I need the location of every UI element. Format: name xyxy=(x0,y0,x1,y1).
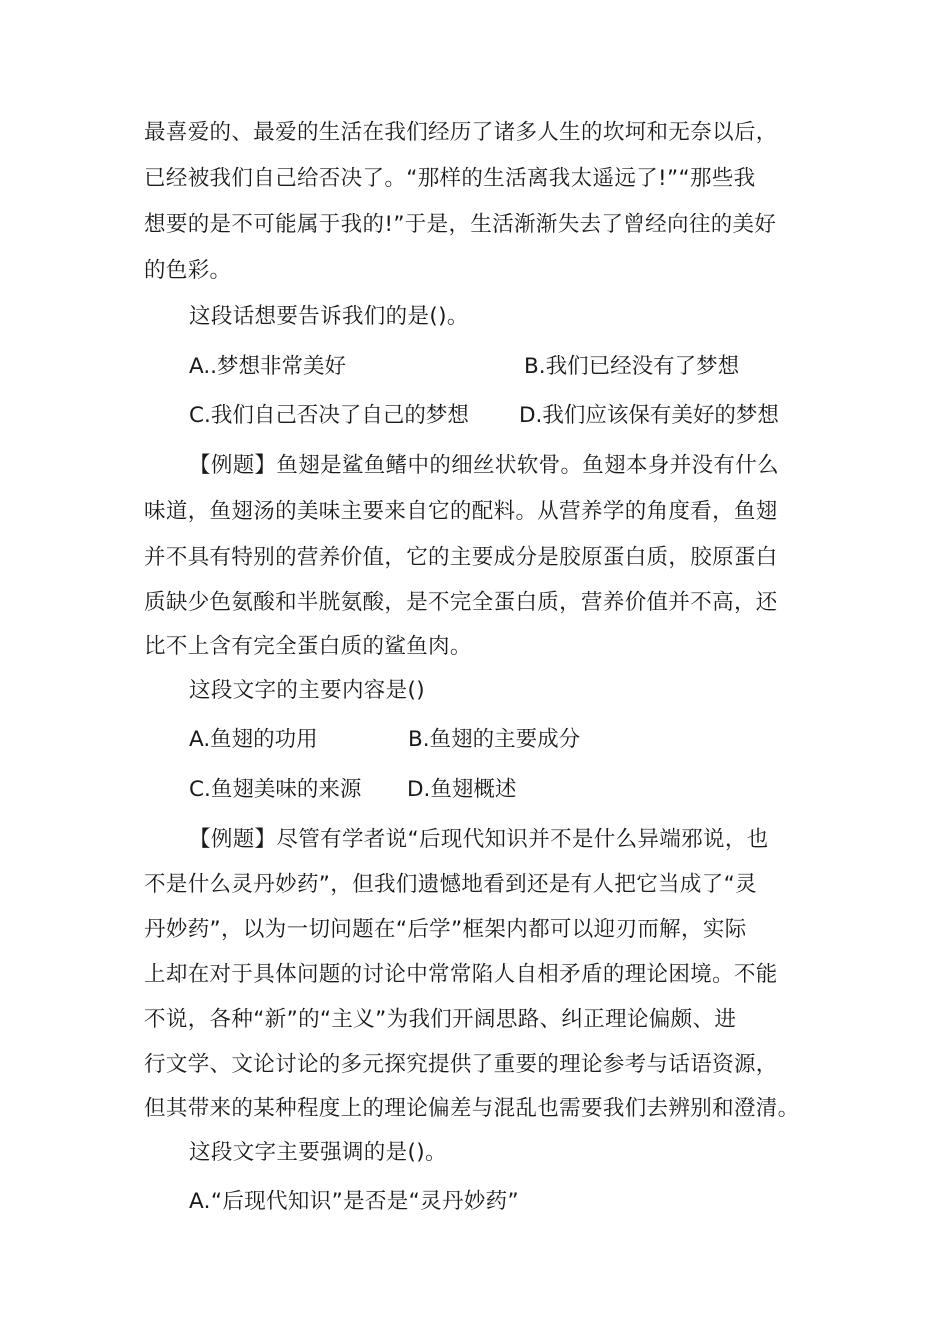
question2-option-a: A.鱼翅的功用 xyxy=(189,727,318,752)
example2-line-5: 比不上含有完全蛋白质的鲨鱼肉。 xyxy=(144,634,472,659)
example2-line-4: 质缺少色氨酸和半胱氨酸，是不完全蛋白质，营养价值并不高，还 xyxy=(144,590,778,615)
example3-line-2: 不是什么灵丹妙药”，但我们遗憾地看到还是有人把它当成了“灵 xyxy=(144,872,757,897)
passage1-line-1: 最喜爱的、最爱的生活在我们经历了诸多人生的坎坷和无奈以后， xyxy=(144,120,778,145)
question2-option-d: D.鱼翅概述 xyxy=(407,777,517,802)
question1-stem: 这段话想要告诉我们的是()。 xyxy=(189,304,469,329)
question2-option-b: B.鱼翅的主要成分 xyxy=(408,727,581,752)
example2-line-2: 味道，鱼翅汤的美味主要来自它的配料。从营养学的角度看，鱼翅 xyxy=(144,499,778,524)
passage1-line-4: 的色彩。 xyxy=(144,258,232,283)
passage1-line-3: 想要的是不可能属于我的!”于是，生活渐渐失去了曾经向往的美好 xyxy=(144,212,777,237)
example3-line-7: 但其带来的某种程度上的理论偏差与混乱也需要我们去辨别和澄清。 xyxy=(144,1096,800,1121)
question3-stem: 这段文字主要强调的是()。 xyxy=(189,1140,447,1165)
question2-stem: 这段文字的主要内容是() xyxy=(189,678,425,703)
question1-option-d: D.我们应该保有美好的梦想 xyxy=(519,403,779,428)
example3-line-3: 丹妙药”，以为一切问题在“后学”框架内都可以迎刃而解，实际 xyxy=(144,917,747,942)
passage1-line-2: 已经被我们自己给否决了。“那样的生活离我太遥远了!”“那些我 xyxy=(144,166,756,191)
question1-option-c: C.我们自己否决了自己的梦想 xyxy=(189,403,469,428)
example3-line-1: 【例题】尽管有学者说“后现代知识并不是什么异端邪说，也 xyxy=(189,827,769,852)
example3-line-6: 行文学、文论讨论的多元探究提供了重要的理论参考与话语资源， xyxy=(144,1052,778,1077)
question3-option-a: A.“后现代知识”是否是“灵丹妙药” xyxy=(189,1189,520,1214)
example3-line-5: 不说，各种“新”的“主义”为我们开阔思路、纠正理论偏颇、进 xyxy=(144,1007,737,1032)
question2-option-c: C.鱼翅美味的来源 xyxy=(189,777,362,802)
example3-line-4: 上却在对于具体问题的讨论中常常陷人自相矛盾的理论困境。不能 xyxy=(144,962,778,987)
question1-option-b: B.我们已经没有了梦想 xyxy=(524,354,740,379)
example2-line-3: 并不具有特别的营养价值，它的主要成分是胶原蛋白质，胶原蛋白 xyxy=(144,545,778,570)
question1-option-a: A..梦想非常美好 xyxy=(189,354,346,379)
example2-line-1: 【例题】鱼翅是鲨鱼鳍中的细丝状软骨。鱼翅本身并没有什么 xyxy=(189,453,779,478)
